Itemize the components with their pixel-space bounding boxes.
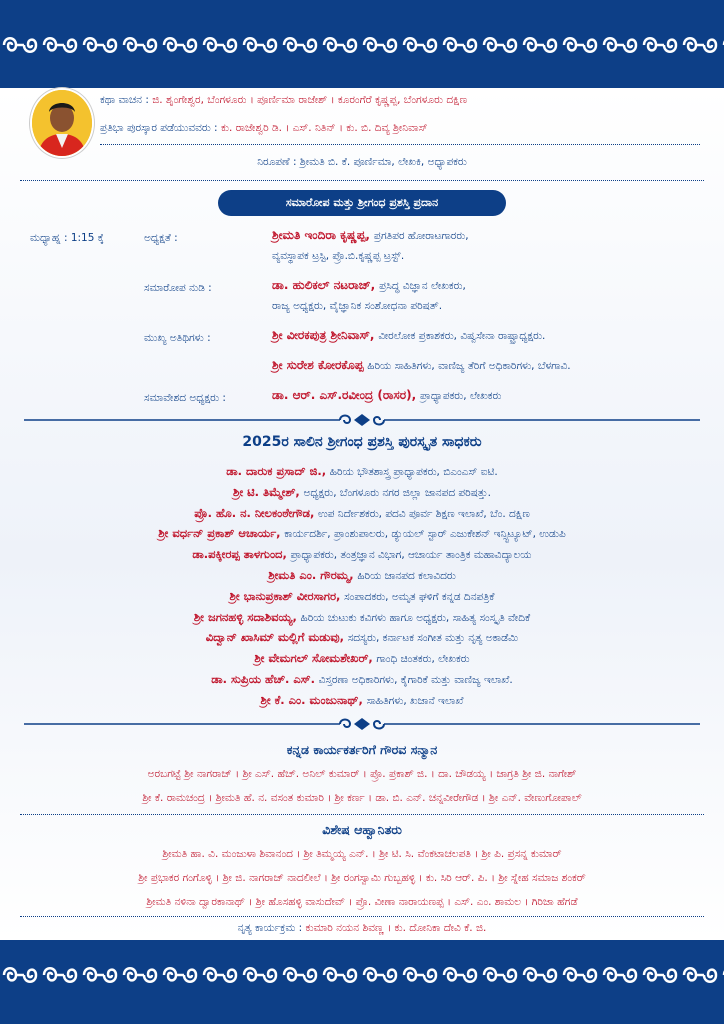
award-row (0, 693, 724, 708)
award-name: ಶ್ರೀ ವರ್ಧನ್ ಪ್ರಕಾಶ್ ಆಚಾರ್ಯ, (158, 526, 281, 541)
row-desc2: ರಾಜ್ಯ ಅಧ್ಯಕ್ಷರು, ವೈಜ್ಞಾನಿಕ ಸಂಶೋಧನಾ ಪರಿಷತ್. (272, 300, 443, 312)
row-label: ಮುಖ್ಯ ಅತಿಥಿಗಳು : (144, 332, 211, 344)
award-desc: ಉಪ ನಿರ್ದೇಶಕರು, ಪದವಿ ಪೂರ್ವ ಶಿಕ್ಷಣ ಇಲಾಖೆ, ಬೆಂ. ದಕ್ಷಿಣ (317, 507, 530, 520)
row-label: ಸಮಾವೇಶದ ಅಧ್ಯಕ್ಷರು : (144, 392, 226, 404)
row-name-line: ಶ್ರೀಮತಿ ಇಂದಿರಾ ಕೃಷ್ಣಪ್ಪ, ಪ್ರಗತಿಪರ ಹೋರಾಟಗಾರರು, (272, 228, 469, 242)
vishesha-title: ವಿಶೇಷ ಆಹ್ವಾನಿತರು (322, 822, 402, 837)
award-row (0, 651, 724, 666)
award-desc: ಸದಸ್ಯರು, ಕರ್ನಾಟಕ ಸಂಗೀತ ಮತ್ತು ನೃತ್ಯ ಅಕಾಡೆಮಿ (347, 632, 519, 645)
nirupane-line: ನಿರೂಪಣೆ : ಶ್ರೀಮತಿ ಬಿ. ಕೆ. ಪೂರ್ಣಿಮಾ, ಲೇಖಕಿ, ಅಧ್ಯಾಪಕರು (257, 156, 467, 168)
award-desc: ಗಾಂಧಿ ಚಿಂತಕರು, ಲೇಖಕರು (376, 653, 470, 666)
award-row (0, 610, 724, 625)
row-name-line: ಡಾ. ಆರ್. ಎಸ್.ರವೀಂದ್ರ (ರಾಸರ), ಪ್ರಾಧ್ಯಾಪಕರು, ಲೇಖಕರು (272, 388, 502, 402)
award-row (0, 630, 724, 645)
top-decorative-band (0, 0, 724, 88)
row-label: ಸಮಾರೋಪ ನುಡಿ : (144, 282, 212, 294)
award-name: ಶ್ರೀ ಜಗನಹಳ್ಳಿ ಸದಾಶಿವಯ್ಯ, (193, 609, 297, 624)
row-name-line: ಡಾ. ಹುಲಿಕಲ್ ನಟರಾಜ್, ಪ್ರಸಿದ್ಧ ವಿಜ್ಞಾನ ಲೇಖಕರು, (272, 278, 466, 292)
award-desc: ಸಂಪಾದಕರು, ಅಮೃತ ಘಳಿಗೆ ಕನ್ನಡ ದಿನಪತ್ರಿಕೆ (344, 590, 495, 603)
vishesha-line-2: ಶ್ರೀ ಪ್ರಭಾಕರ ಗಂಗೊಳ್ಳಿ । ಶ್ರೀ ಜಿ. ನಾಗರಾಜ್ ನಾದಲೀಲೆ । ಶ್ರೀ ರಂಗಸ್ವಾಮಿ ಗುಬ್ಬಹಳ್ಳಿ । ಕು. ಸಿರಿ ಆರ್. ಪಿ. । ಶ್ರೀ ಸ್ನೇಹ ಸಮಾಜ ಶಂಕರ್ (138, 872, 586, 884)
row-name-line: ಶ್ರೀ ಸುರೇಶ ಕೋರಕೊಪ್ಪ ಹಿರಿಯ ಸಾಹಿತಿಗಳು, ವಾಣಿಜ್ಯ ತೆರಿಗೆ ಅಧಿಕಾರಿಗಳು, ಬೆಳಗಾವಿ. (272, 358, 571, 372)
scroll-pattern-bottom (0, 960, 724, 990)
pratibha-puraskara-line: ಪ್ರತಿಭಾ ಪುರಸ್ಕಾರ ಪಡೆಯುವವರು : ಕು. ರಾಜೇಶ್ವರಿ ಡಿ. । ಎಸ್. ನಿತಿನ್ । ಕು. ಬಿ. ದಿವ್ಯ ಶ್ರೀನಿವಾಸ್ (100, 122, 428, 134)
section-divider-1 (20, 180, 704, 181)
award-row (0, 589, 724, 604)
bottom-decorative-band (0, 940, 724, 1024)
award-name: ಡಾ. ಸುಪ್ರಿಯ ಹೆಚ್. ಎಸ್. (211, 672, 315, 686)
header-divider (100, 144, 700, 145)
award-desc: ಹಿರಿಯ ಭೌತಶಾಸ್ತ್ರ ಪ್ರಾಧ್ಯಾಪಕರು, ಬಿಎಂಎಸ್ ಐಟಿ. (329, 466, 498, 478)
award-name: ಡಾ.ಪಕ್ಕೀರಪ್ಪ ತಾಳಗುಂದ, (192, 547, 287, 562)
section-divider-2 (20, 814, 704, 815)
award-desc: ಕಾರ್ಯದರ್ಶಿ, ಪ್ರಾಂಶುಪಾಲರು, ಡ್ಯುಯಲ್ ಸ್ಟಾರ್ ಎಜುಕೇಶನ್ ಇನ್ಸ್ಟಿಟ್ಯೂಟ್, ಉಡುಪಿ (284, 528, 566, 541)
gourava-line-2: ಶ್ರೀ ಕೆ. ರಾಮಚಂದ್ರ । ಶ್ರೀಮತಿ ಹೆ. ನ. ವಸಂತ ಕುಮಾರಿ । ಶ್ರೀ ಕರ್ಣ । ಡಾ. ಬಿ. ಎನ್. ಚನ್ನವೀರೇಗೌಡ । ಶ್ರೀ ಎನ್. ವೇಣುಗೋಪಾಲ್ (142, 792, 582, 804)
award-desc: ಅಧ್ಯಕ್ಷರು, ಬೆಂಗಳೂರು ನಗರ ಜಿಲ್ಲಾ ಜಾನಪದ ಪರಿಷತ್ತು. (303, 486, 491, 499)
award-name: ಶ್ರೀ ಟಿ. ತಿಮ್ಮೇಶ್, (233, 484, 300, 499)
katha-vachana-line: ಕಥಾ ವಾಚನ : ಜಿ. ಶೃಂಗೇಶ್ವರ, ಬೆಂಗಳೂರು । ಪೂರ್ಣಿಮಾ ರಾಜೇಶ್ । ಕೂರಂಗೆರೆ ಕೃಷ್ಣಪ್ಪ, ಬೆಂಗಳೂರು ದಕ್ಷಿಣ (100, 94, 468, 106)
speaker-avatar (30, 88, 94, 158)
award-row (0, 464, 724, 479)
award-row (0, 568, 724, 583)
award-row (0, 506, 724, 521)
award-name: ಡಾ. ದಾರುಕ ಪ್ರಸಾದ್ ಜಿ., (226, 464, 327, 478)
award-row (0, 547, 724, 562)
award-row (0, 672, 724, 687)
scroll-pattern-top (0, 30, 724, 60)
nritya-line: ನೃತ್ಯ ಕಾರ್ಯಕ್ರಮ : ಕುಮಾರಿ ನಯನ ಶಿವಣ್ಣ । ಕು. ದೋನಿಕಾ ದೇವಿ ಕೆ. ಜಿ. (237, 922, 487, 934)
award-name: ಶ್ರೀ ಕೆ. ಎಂ. ಮಂಜುನಾಥ್, (260, 692, 363, 707)
ornament-separator (0, 716, 724, 732)
vishesha-line-1: ಶ್ರೀಮತಿ ಹಾ. ವಿ. ಮಂಜುಳಾ ಶಿವಾನಂದ । ಶ್ರೀ ತಿಮ್ಮಯ್ಯ ಎನ್. । ಶ್ರೀ ಟಿ. ಸಿ. ವೆಂಕಟಾಚಲಪತಿ । ಶ್ರೀ ಪಿ. ಪ್ರಸನ್ನ ಕುಮಾರ್ (162, 848, 562, 860)
award-desc: ಪ್ರಾಧ್ಯಾಪಕರು, ತಂತ್ರಜ್ಞಾನ ವಿಭಾಗ, ಆಚಾರ್ಯ ತಾಂತ್ರಿಕ ಮಹಾವಿದ್ಯಾಲಯ (290, 549, 532, 562)
awards-title: 2025ರ ಸಾಲಿನ ಶ್ರೀಗಂಧ ಪ್ರಶಸ್ತಿ ಪುರಸ್ಕೃತ ಸಾಧಕರು (242, 434, 482, 450)
vishesha-line-3: ಶ್ರೀಮತಿ ನಳಿನಾ ದ್ವಾರಕಾನಾಥ್ । ಶ್ರೀ ಹೊಸಹಳ್ಳಿ ವಾಸುದೇವ್ । ಪ್ರೊ. ವೀಣಾ ನಾರಾಯಣಪ್ಪ । ಎಸ್. ಎಂ. ಶಾಮಲ । ಗಿರಿಜಾ ಹೆಗಡೆ (146, 896, 578, 908)
gourava-line-1: ಅರಬಗಟ್ಟೆ ಶ್ರೀ ನಾಗರಾಜ್ । ಶ್ರೀ ಎಸ್. ಹೆಚ್. ಅನಿಲ್ ಕುಮಾರ್ । ಪ್ರೊ. ಪ್ರಕಾಶ್ ಜಿ. । ದಾ. ಚೌಡಯ್ಯ । ಜಾಗ್ರತಿ ಶ್ರೀ ಜಿ. ನಾಗೇಶ್ (147, 768, 577, 780)
row-desc2: ವ್ಯವಸ್ಥಾಪಕ ಟ್ರಸ್ಟಿ, ಪ್ರೊ.ಬಿ.ಕೃಷ್ಣಪ್ಪ ಟ್ರಸ್ಟ್. (272, 250, 405, 262)
award-desc: ಹಿರಿಯ ಚುಟುಕು ಕವಿಗಳು ಹಾಗೂ ಅಧ್ಯಕ್ಷರು, ಸಾಹಿತ್ಯ ಸಂಸ್ಕೃತಿ ವೇದಿಕೆ (300, 611, 531, 624)
award-desc: ವಿಸ್ತರಣಾ ಅಧಿಕಾರಿಗಳು, ಕೈಗಾರಿಕೆ ಮತ್ತು ವಾಣಿಜ್ಯ ಇಲಾಖೆ. (318, 674, 513, 686)
samaropa-title-pill: ಸಮಾರೋಪ ಮತ್ತು ಶ್ರೀಗಂಧ ಪ್ರಶಸ್ತಿ ಪ್ರದಾನ (218, 190, 506, 216)
section-divider-3 (20, 916, 704, 917)
ornament-separator (0, 412, 724, 428)
award-row (0, 485, 724, 500)
row-label: ಅಧ್ಯಕ್ಷತೆ : (144, 232, 178, 244)
award-name: ವಿದ್ವಾನ್ ಖಾಸಿಮ್ ಮಲ್ಲಿಗೆ ಮಡುವು, (205, 630, 345, 645)
gourava-title: ಕನ್ನಡ ಕಾರ್ಯಕರ್ತರಿಗೆ ಗೌರವ ಸನ್ಮಾನ (286, 742, 438, 757)
samaropa-time: ಮಧ್ಯಾಹ್ನ : 1:15 ಕ್ಕೆ (30, 232, 104, 244)
row-name-line: ಶ್ರೀ ವೀರಕಪುತ್ರ ಶ್ರೀನಿವಾಸ್, ವೀರಲೋಕ ಪ್ರಕಾಶಕರು, ವಿಷ್ವಸೇನಾ ರಾಷ್ಟ್ರಾಧ್ಯಕ್ಷರು. (272, 328, 546, 342)
award-row (0, 526, 724, 541)
award-desc: ಹಿರಿಯ ಜಾನಪದ ಕಲಾವಿದರು (357, 570, 456, 582)
award-name: ಶ್ರೀ ವೇಮಗಲ್ ಸೋಮಶೇಖರ್, (254, 651, 373, 666)
award-desc: ಸಾಹಿತಿಗಳು, ಖಜಾನೆ ಇಲಾಖೆ (366, 694, 464, 707)
award-name: ಪ್ರೊ. ಹೊ. ನ. ನೀಲಕಂಠೇಗೌಡ, (194, 505, 315, 520)
award-name: ಶ್ರೀಮತಿ ಎಂ. ಗೌರಮ್ಮ, (268, 568, 354, 582)
award-name: ಶ್ರೀ ಭಾನುಪ್ರಕಾಶ್ ವೀರಸಾಗರ, (229, 588, 341, 603)
